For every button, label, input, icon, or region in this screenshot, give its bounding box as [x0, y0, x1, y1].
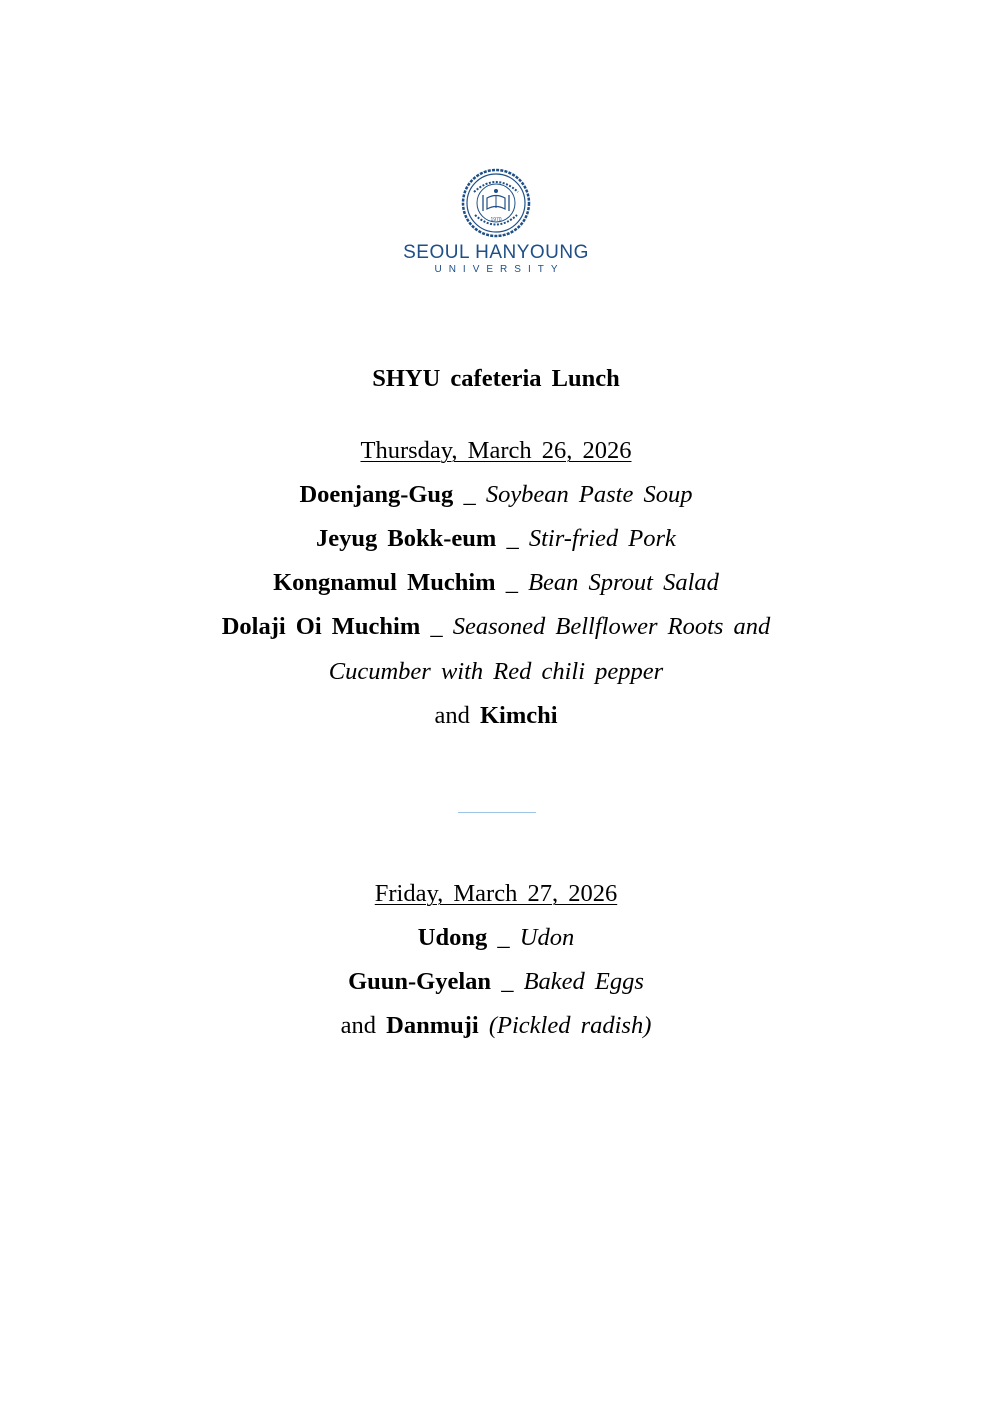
menu-item [0, 524, 992, 554]
logo-subtitle: UNIVERSITY [434, 264, 565, 275]
menu-item-continued [0, 657, 992, 687]
date-heading: Thursday, March 26, 2026 [360, 437, 632, 464]
menu-item [0, 480, 992, 510]
dish-english: Seasoned Bellflower Roots and [452, 613, 771, 640]
section-divider [458, 812, 536, 813]
closing-prefix: and [340, 1012, 387, 1039]
dish-korean: Danmuji [386, 1012, 479, 1039]
menu-item [0, 612, 992, 642]
separator: _ [487, 924, 520, 951]
logo-name: SEOUL HANYOUNG [403, 242, 589, 263]
dish-korean: Kimchi [479, 702, 558, 729]
dish-korean: Udong [417, 924, 488, 951]
university-logo [396, 168, 596, 276]
separator: _ [496, 525, 529, 552]
dish-english: Stir-fried Pork [528, 525, 676, 552]
dish-english: Cucumber with Red chili pepper [328, 658, 664, 685]
dish-note: (Pickled radish) [478, 1012, 652, 1039]
page-title: SHYU cafeteria Lunch [372, 365, 620, 392]
menu-item [0, 967, 992, 997]
dish-korean: Doenjang-Gug [299, 481, 454, 508]
day-date-friday [0, 879, 992, 909]
day-date-thursday [0, 436, 992, 466]
dish-english: Baked Eggs [523, 968, 644, 995]
date-heading: Friday, March 27, 2026 [374, 880, 618, 907]
dish-korean: Jeyug Bokk-eum [316, 525, 497, 552]
menu-item [0, 923, 992, 953]
dish-english: Soybean Paste Soup [485, 481, 693, 508]
dish-english: Udon [519, 924, 575, 951]
menu-item [0, 568, 992, 598]
separator: _ [453, 481, 486, 508]
closing-prefix: and [434, 702, 480, 729]
dish-korean: Guun-Gyelan [348, 968, 492, 995]
university-seal-icon [461, 168, 531, 238]
dish-korean: Dolaji Oi Muchim [221, 613, 421, 640]
dish-english: Bean Sprout Salad [528, 569, 719, 596]
separator: _ [420, 613, 453, 640]
menu-closing [0, 1011, 992, 1041]
dish-korean: Kongnamul Muchim [273, 569, 496, 596]
separator: _ [495, 569, 529, 596]
separator: _ [491, 968, 524, 995]
menu-closing [0, 701, 992, 731]
svg-text:1970: 1970 [490, 217, 502, 223]
